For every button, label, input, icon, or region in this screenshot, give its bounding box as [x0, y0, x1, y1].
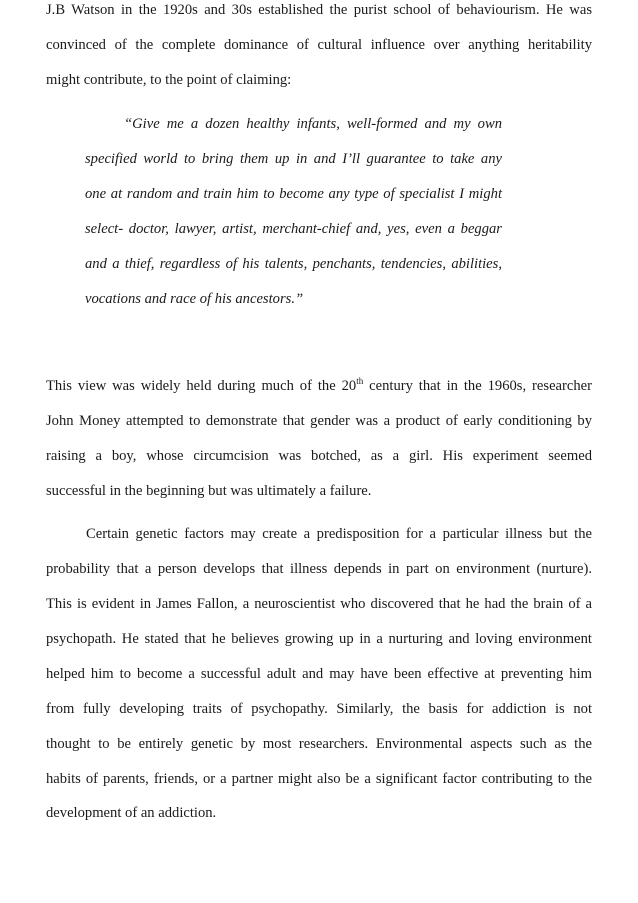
text-line: from fully developing traits of psychopathy. Similarly, the basis for addiction is not	[46, 701, 592, 717]
text-segment: century that in the 1960s, researcher	[363, 378, 592, 394]
text-line: convinced of the complete dominance of cultural influence over anything heritability	[46, 37, 592, 53]
quote-line: and a thief, regardless of his talents, penchants, tendencies, abilities,	[85, 256, 502, 272]
text-line: J.B Watson in the 1920s and 30s established the purist school of behaviourism. He was	[46, 2, 592, 18]
text-line: Certain genetic factors may create a predisposition for a particular illness but the	[86, 526, 592, 542]
text-line: This is evident in James Fallon, a neuroscientist who discovered that he had the brain of a	[46, 596, 592, 612]
quote-line: “Give me a dozen healthy infants, well-formed and my own	[124, 116, 502, 132]
text-line: raising a boy, whose circumcision was botched, as a girl. His experiment seemed	[46, 448, 592, 464]
text-line: helped him to become a successful adult and may have been effective at preventing him	[46, 666, 592, 682]
text-line: psychopath. He stated that he believes growing up in a nurturing and loving environment	[46, 631, 592, 647]
text-line: development of an addiction.	[46, 805, 217, 821]
text-segment: This view was widely held during much of the 20	[46, 378, 357, 394]
text-line: successful in the beginning but was ultimately a failure.	[46, 483, 372, 499]
quote-line: select- doctor, lawyer, artist, merchant-chief and, yes, even a beggar	[85, 221, 502, 237]
text-line: thought to be entirely genetic by most researchers. Environmental aspects such as the	[46, 736, 592, 752]
text-line: probability that a person develops that illness depends in part on environment (nurture).	[46, 561, 592, 577]
text-line	[46, 376, 592, 396]
quote-line: one at random and train him to become any type of specialist I might	[85, 186, 502, 202]
text-line: might contribute, to the point of claiming:	[46, 72, 292, 88]
quote-line: vocations and race of his ancestors.”	[85, 291, 304, 307]
quote-line: specified world to bring them up in and I’ll guarantee to take any	[85, 151, 502, 167]
text-line: habits of parents, friends, or a partner might also be a significant factor contributing to the	[46, 771, 592, 787]
text-line: John Money attempted to demonstrate that gender was a product of early conditioning by	[46, 413, 592, 429]
superscript: th	[356, 376, 364, 387]
